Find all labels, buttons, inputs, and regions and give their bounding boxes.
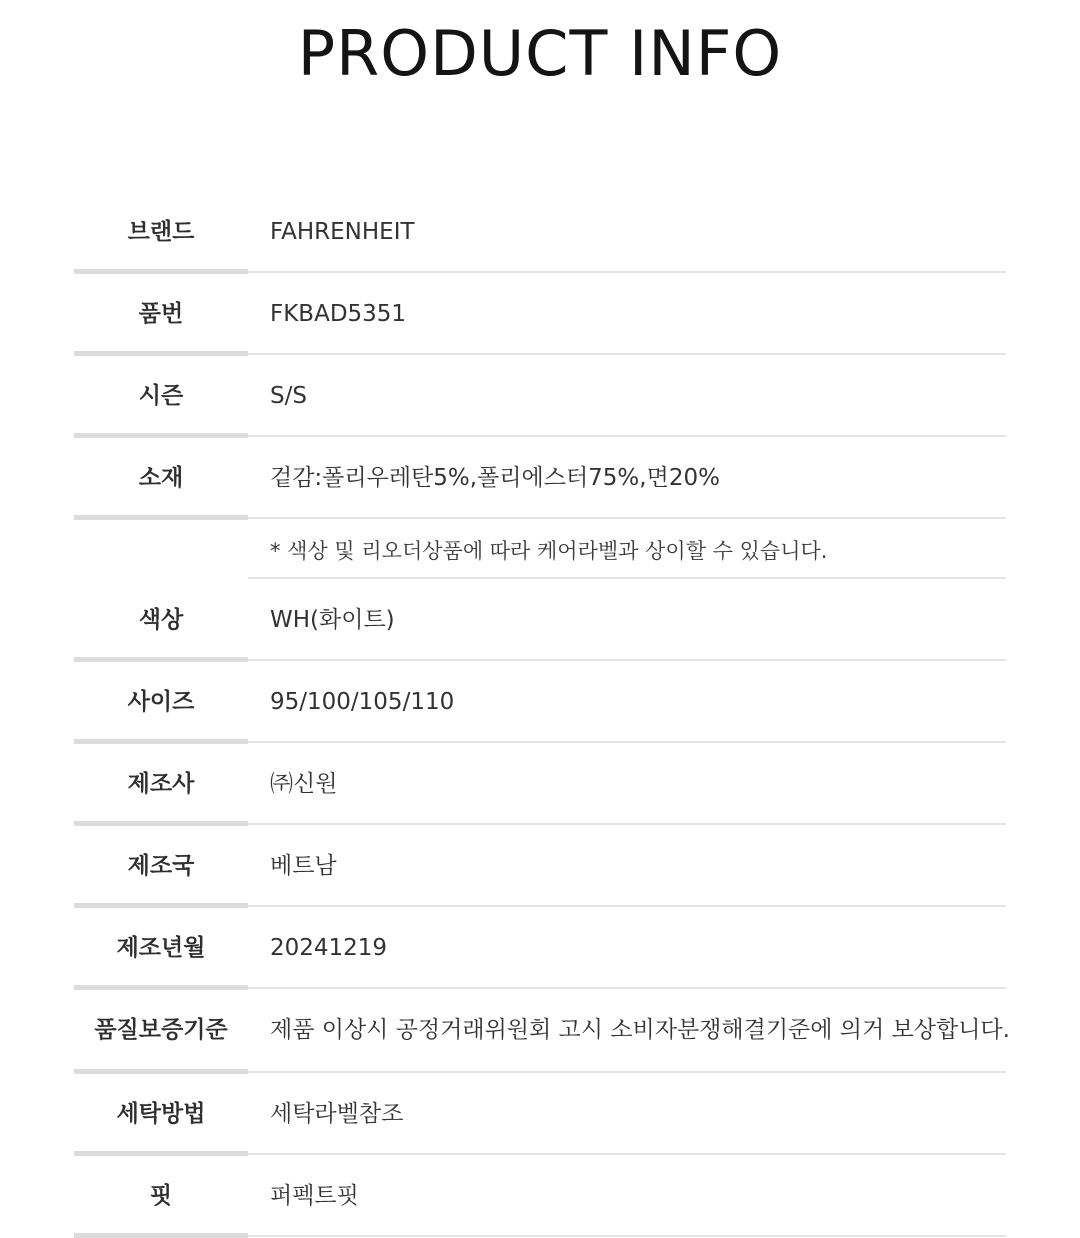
row-value: FAHRENHEIT <box>270 219 415 245</box>
row-label: 제조국 <box>127 853 195 879</box>
row-value: 95/100/105/110 <box>270 689 455 715</box>
info-row-product-number <box>74 274 1006 356</box>
row-value: 세탁라벨참조 <box>270 1101 404 1127</box>
row-value: WH(화이트) <box>270 607 395 633</box>
info-row-quality-guarantee <box>74 990 1010 1074</box>
value-divider <box>248 905 1006 907</box>
info-row-material <box>74 438 1006 520</box>
info-row-manufacture-date <box>74 908 1006 990</box>
row-value: 제품 이상시 공정거래위원회 고시 소비자분쟁해결기준에 의거 보상합니다. <box>270 1017 1010 1043</box>
row-label: 품번 <box>138 301 184 327</box>
row-label: 품질보증기준 <box>94 1017 228 1043</box>
row-value: 퍼펙트핏 <box>270 1183 359 1209</box>
row-label: 핏 <box>149 1183 173 1209</box>
row-label: 색상 <box>138 607 184 633</box>
value-divider <box>248 987 1006 989</box>
row-value: 베트남 <box>270 853 337 879</box>
product-info-table <box>74 192 1010 1238</box>
info-row-washing <box>74 1074 1006 1156</box>
value-divider <box>248 823 1006 825</box>
value-divider <box>248 1071 1006 1073</box>
page-title: PRODUCT INFO <box>297 17 783 90</box>
row-label: 세탁방법 <box>116 1101 206 1127</box>
value-divider <box>248 517 1006 519</box>
row-value: ㈜신원 <box>270 771 338 797</box>
value-divider <box>248 435 1006 437</box>
row-label: 브랜드 <box>127 219 195 245</box>
row-label: 제조사 <box>127 771 195 797</box>
row-label: 시즌 <box>138 383 184 409</box>
info-row-material-note <box>74 520 1006 580</box>
row-value: 겉감:폴리우레탄5%,폴리에스터75%,면20% <box>270 465 720 491</box>
info-row-manufacturer <box>74 744 1006 826</box>
value-divider <box>248 1235 1006 1237</box>
info-row-fit <box>74 1156 1006 1238</box>
label-divider <box>74 1233 248 1238</box>
info-row-brand <box>74 192 1006 274</box>
row-label: 소재 <box>138 465 184 491</box>
value-divider <box>248 577 1006 579</box>
info-row-country <box>74 826 1006 908</box>
info-row-color <box>74 580 1006 662</box>
value-divider <box>248 1153 1006 1155</box>
value-divider <box>248 271 1006 273</box>
info-row-season <box>74 356 1006 438</box>
value-divider <box>248 741 1006 743</box>
row-label: 제조년월 <box>116 935 206 961</box>
row-value: S/S <box>270 383 307 409</box>
value-divider <box>248 353 1006 355</box>
row-label: 사이즈 <box>127 689 195 715</box>
row-value: 20241219 <box>270 935 388 961</box>
value-divider <box>248 659 1006 661</box>
info-row-size <box>74 662 1006 744</box>
material-note: * 색상 및 리오더상품에 따라 케어라벨과 상이할 수 있습니다. <box>270 539 828 563</box>
row-value: FKBAD5351 <box>270 301 407 327</box>
